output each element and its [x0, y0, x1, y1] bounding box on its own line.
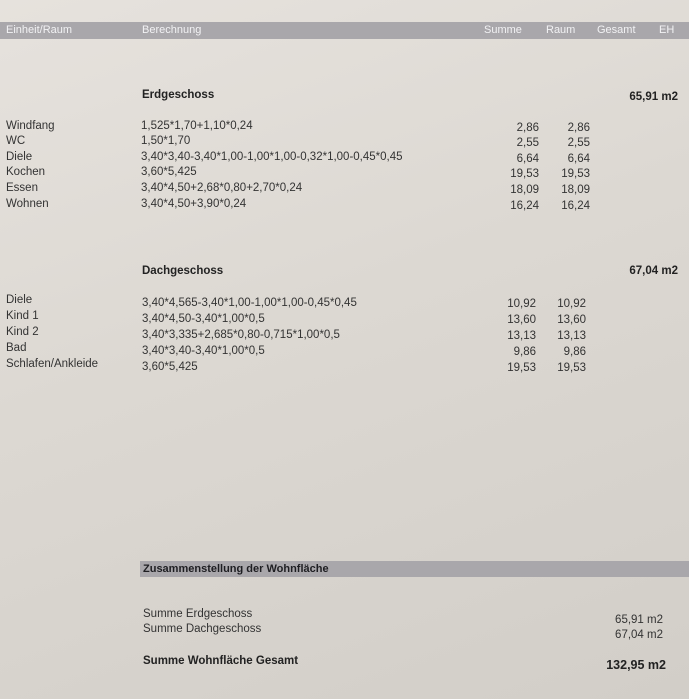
column-header-bar — [0, 22, 689, 39]
room-sum: 13,60 — [507, 314, 536, 326]
room-calculation: 3,60*5,425 — [142, 361, 198, 373]
room-name: Wohnen — [6, 198, 49, 210]
header-eh: EH — [659, 24, 675, 36]
summary-title: Zusammenstellung der Wohnfläche — [143, 563, 329, 575]
room-calculation: 3,40*3,335+2,685*0,80-0,715*1,00*0,5 — [142, 329, 340, 341]
room-sum: 6,64 — [516, 153, 539, 165]
room-calculation: 3,40*4,565-3,40*1,00-1,00*1,00-0,45*0,45 — [142, 297, 357, 309]
room-area: 6,64 — [567, 153, 590, 165]
room-calculation: 3,40*3,40-3,40*1,00-1,00*1,00-0,32*1,00-0,45*0,45 — [141, 151, 403, 163]
room-area: 2,55 — [567, 137, 590, 149]
room-area: 19,53 — [561, 168, 590, 180]
room-name: WC — [6, 135, 26, 147]
room-name: Diele — [6, 294, 33, 306]
summary-attic-value: 67,04 m2 — [615, 629, 663, 641]
summary-ground-value: 65,91 m2 — [615, 614, 663, 626]
room-sum: 18,09 — [510, 184, 539, 196]
room-sum: 9,86 — [513, 346, 536, 358]
summary-ground-label: Summe Erdgeschoss — [143, 608, 253, 620]
room-sum: 13,13 — [507, 330, 536, 342]
room-area: 9,86 — [563, 346, 586, 358]
room-area: 10,92 — [557, 298, 586, 310]
section-title-ground-floor: Erdgeschoss — [142, 89, 215, 101]
room-calculation: 3,60*5,425 — [141, 166, 197, 178]
room-calculation: 3,40*4,50+2,68*0,80+2,70*0,24 — [141, 182, 303, 194]
room-sum: 16,24 — [510, 200, 539, 212]
room-area: 19,53 — [557, 362, 586, 374]
room-area: 13,13 — [557, 330, 586, 342]
header-room: Raum — [546, 24, 576, 36]
room-calculation: 1,525*1,70+1,10*0,24 — [141, 120, 253, 132]
attic-total: 67,04 m2 — [629, 265, 678, 277]
room-name: Diele — [6, 151, 33, 163]
room-calculation: 1,50*1,70 — [141, 135, 191, 147]
summary-grand-value: 132,95 m2 — [606, 658, 666, 672]
summary-grand-label: Summe Wohnfläche Gesamt — [143, 655, 299, 667]
room-sum: 19,53 — [507, 362, 536, 374]
header-calculation: Berechnung — [142, 24, 202, 36]
room-name: Schlafen/Ankleide — [6, 358, 99, 370]
header-unit-room: Einheit/Raum — [6, 24, 73, 36]
room-name: Bad — [6, 342, 27, 354]
room-name: Windfang — [6, 120, 55, 132]
room-name: Kochen — [6, 166, 46, 178]
room-area: 13,60 — [557, 314, 586, 326]
room-area: 2,86 — [567, 122, 590, 134]
header-sum: Summe — [484, 24, 522, 36]
room-area: 18,09 — [561, 184, 590, 196]
room-area: 16,24 — [561, 200, 590, 212]
room-calculation: 3,40*4,50-3,40*1,00*0,5 — [142, 313, 265, 325]
room-sum: 2,55 — [516, 137, 539, 149]
room-name: Kind 2 — [6, 326, 39, 338]
room-sum: 10,92 — [507, 298, 536, 310]
summary-attic-label: Summe Dachgeschoss — [143, 623, 262, 635]
room-sum: 2,86 — [516, 122, 539, 134]
room-name: Essen — [6, 182, 38, 194]
room-sum: 19,53 — [510, 168, 539, 180]
header-total: Gesamt — [597, 24, 636, 36]
room-calculation: 3,40*3,40-3,40*1,00*0,5 — [142, 345, 265, 357]
ground-floor-total: 65,91 m2 — [629, 91, 678, 103]
room-name: Kind 1 — [6, 310, 39, 322]
room-calculation: 3,40*4,50+3,90*0,24 — [141, 198, 247, 210]
section-title-attic: Dachgeschoss — [142, 265, 224, 277]
